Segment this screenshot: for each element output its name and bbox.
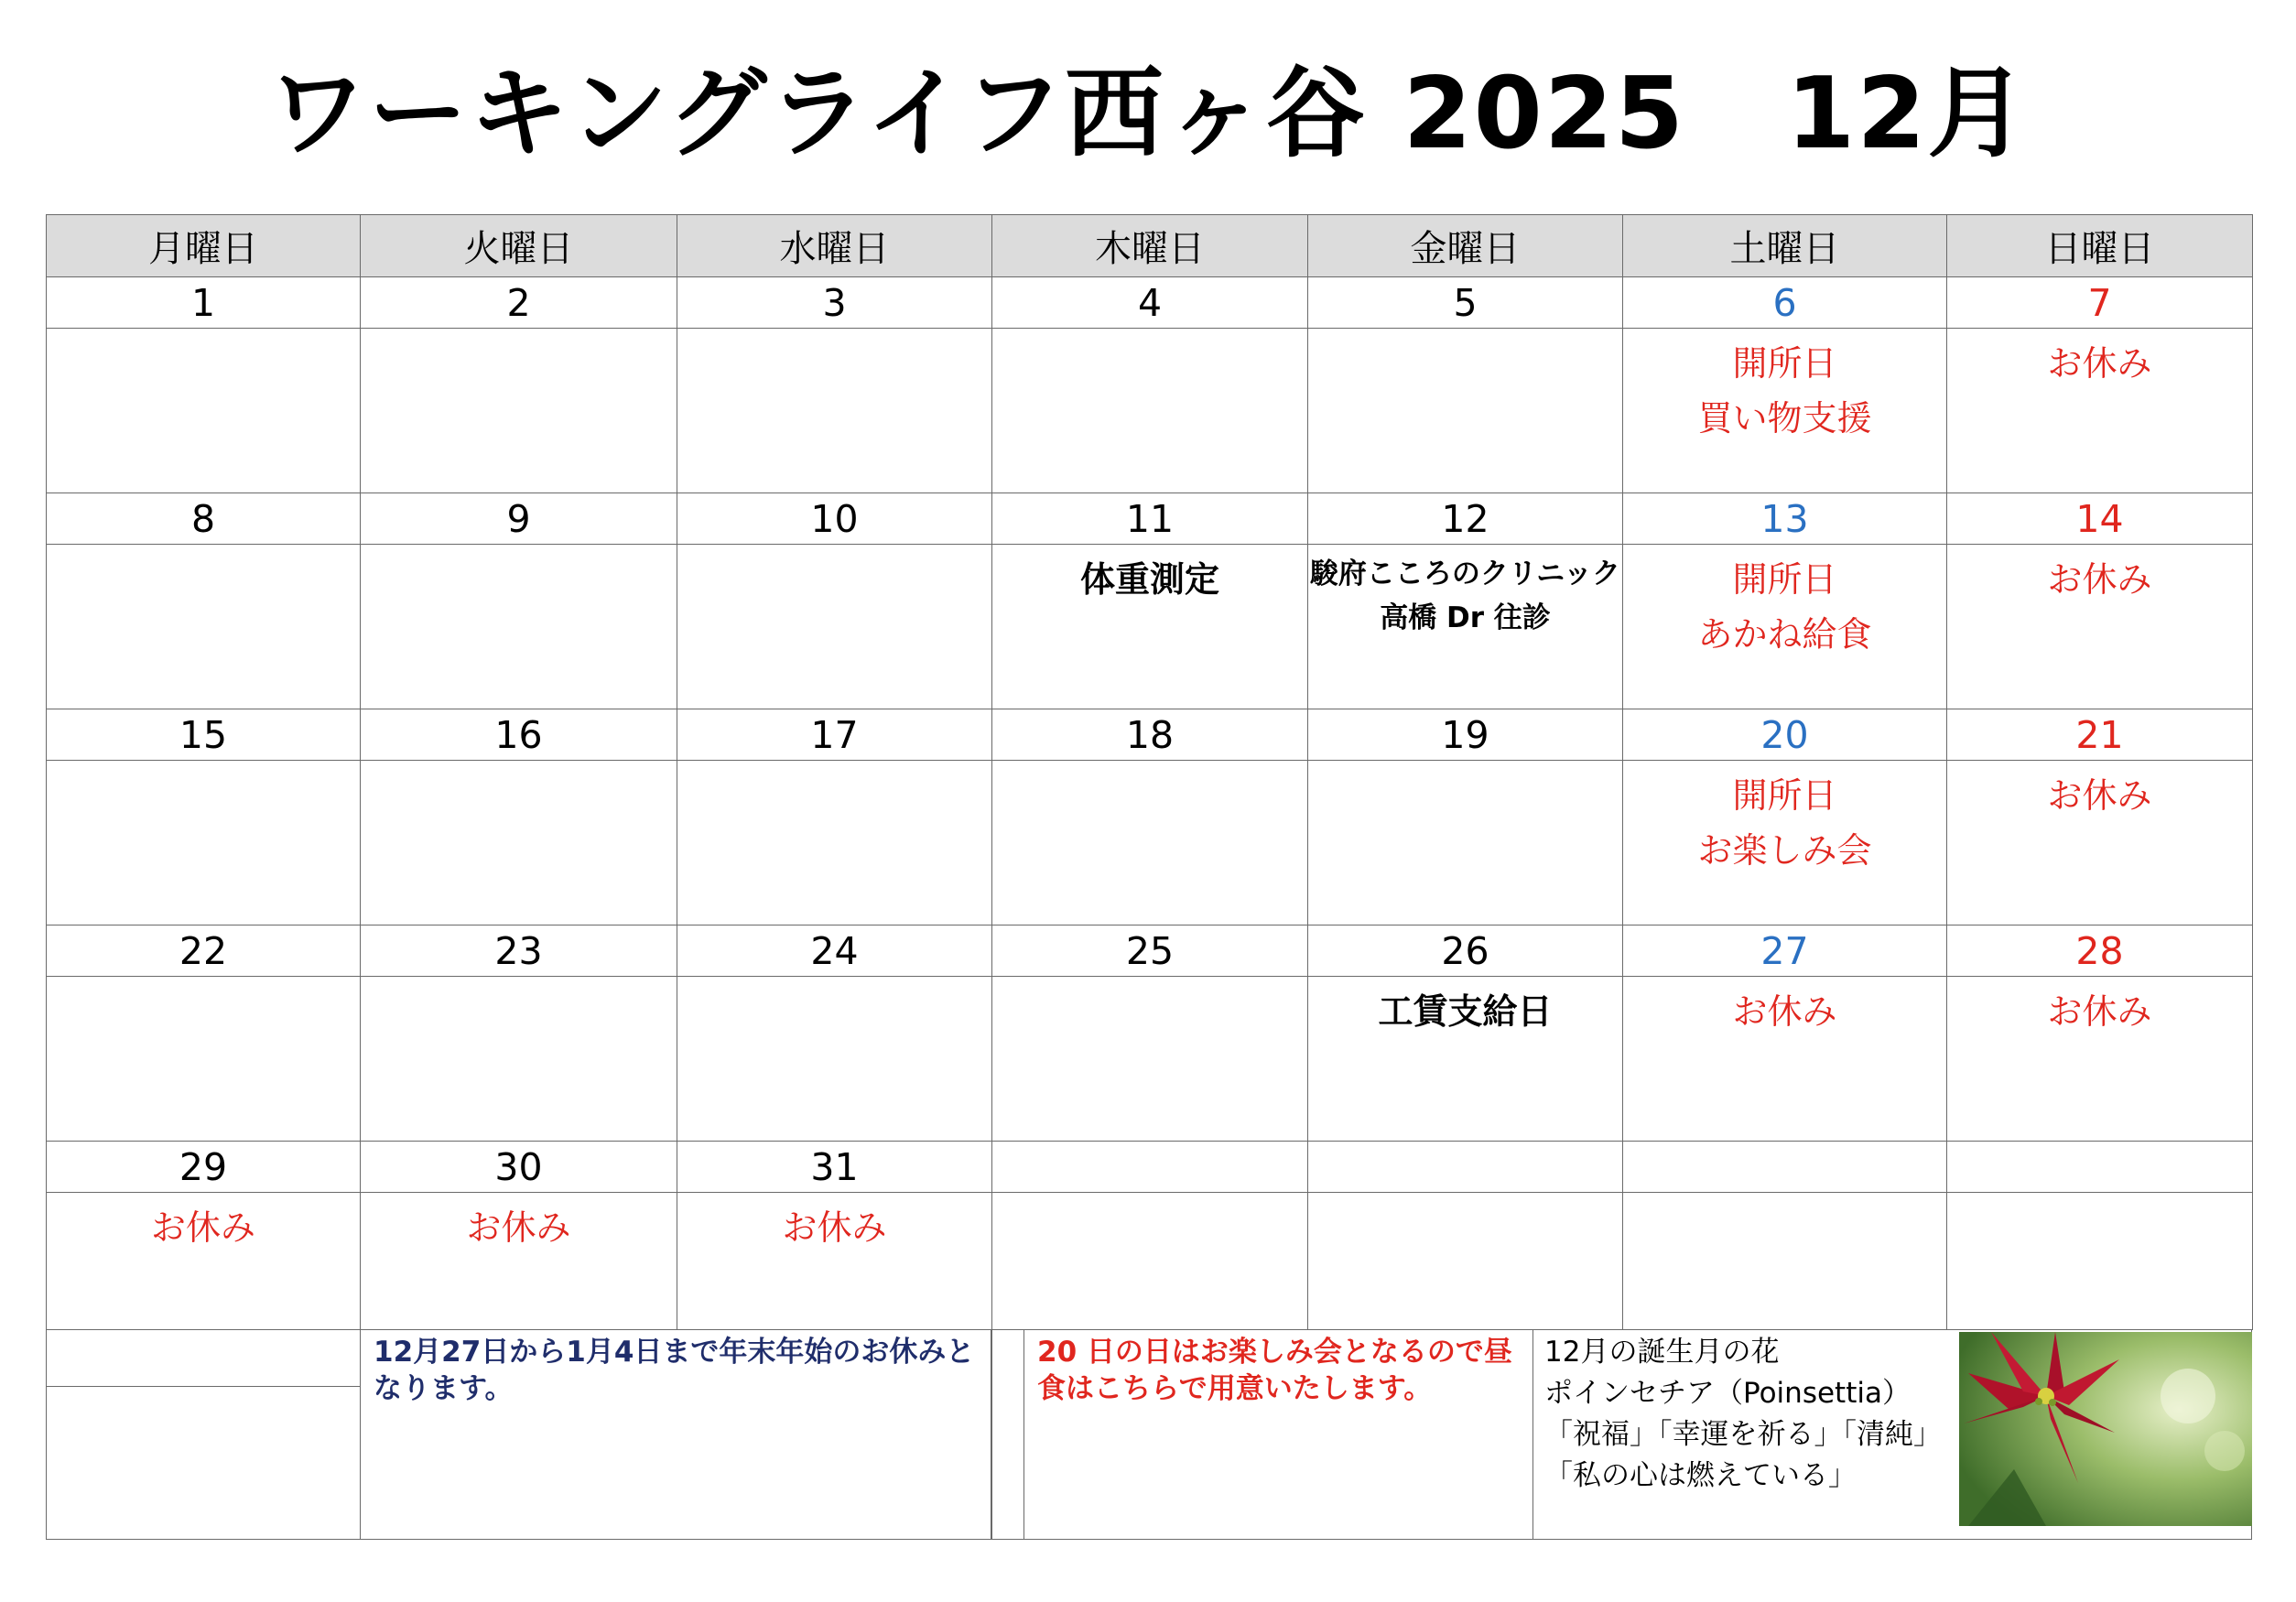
- day-cell: [360, 328, 677, 493]
- year-end-notice: 12月27日から1月4日まで年末年始のお休みとなります。: [360, 1329, 991, 1540]
- day-cell: [360, 544, 677, 709]
- day-number: 21: [1946, 709, 2253, 761]
- day-event: 開所日: [1732, 775, 1837, 816]
- day-event: お休み: [782, 1207, 887, 1248]
- day-number: [1307, 1141, 1623, 1193]
- day-cell: [991, 760, 1308, 925]
- day-cell: [1946, 760, 2253, 925]
- day-number: 31: [677, 1141, 992, 1193]
- day-number: 10: [677, 493, 992, 545]
- day-number: 18: [991, 709, 1308, 761]
- day-cell: [1307, 976, 1623, 1142]
- day-cell: [991, 976, 1308, 1142]
- day-number: 5: [1307, 276, 1623, 329]
- day-cell: [1307, 544, 1623, 709]
- day-event: お休み: [2047, 991, 2152, 1032]
- weekday-header: 水曜日: [677, 214, 992, 277]
- day-cell: [360, 760, 677, 925]
- day-number: 19: [1307, 709, 1623, 761]
- flower-flower-heading: 12月の誕生月の花: [1544, 1336, 1780, 1369]
- day-number: 24: [677, 925, 992, 977]
- day-number: 2: [360, 276, 677, 329]
- day-number: 3: [677, 276, 992, 329]
- flower-flower-name: ポインセチア（Poinsettia）: [1544, 1377, 1911, 1410]
- poinsettia-photo: [1959, 1332, 2252, 1526]
- day-cell: [46, 976, 361, 1142]
- day-cell: [360, 1192, 677, 1330]
- day-number: 26: [1307, 925, 1623, 977]
- day-number: 13: [1622, 493, 1947, 545]
- flower-flower-meaning-1: 「祝福」「幸運を祈る」「清純」: [1544, 1418, 1942, 1451]
- empty-cell: [46, 1386, 361, 1540]
- day-number: 9: [360, 493, 677, 545]
- day-number: 16: [360, 709, 677, 761]
- lunch-notice: 20 日の日はお楽しみ会となるので昼食はこちらで用意いたします。: [1023, 1329, 1533, 1540]
- day-cell: [1307, 328, 1623, 493]
- day-event: お休み: [2047, 559, 2152, 600]
- day-number: 22: [46, 925, 361, 977]
- weekday-header: 月曜日: [46, 214, 361, 277]
- day-number: 12: [1307, 493, 1623, 545]
- day-cell: [46, 544, 361, 709]
- day-cell: [1946, 1192, 2253, 1330]
- calendar-grid: [46, 214, 2252, 1540]
- day-number: 23: [360, 925, 677, 977]
- page-title: ワーキングライフ西ヶ谷 2025 12月: [267, 57, 2029, 171]
- day-event: お楽しみ会: [1697, 830, 1872, 871]
- day-event: お休み: [466, 1207, 571, 1248]
- day-number: 11: [991, 493, 1308, 545]
- empty-cell: [991, 1329, 1024, 1540]
- day-cell: [1622, 544, 1947, 709]
- day-event: お休み: [2047, 343, 2152, 384]
- day-event: あかね給食: [1697, 614, 1872, 655]
- day-number: 6: [1622, 276, 1947, 329]
- weekday-header: 日曜日: [1946, 214, 2253, 277]
- day-event: 開所日: [1732, 559, 1837, 600]
- day-cell: [991, 544, 1308, 709]
- weekday-header: 土曜日: [1622, 214, 1947, 277]
- day-cell: [1307, 1192, 1623, 1330]
- day-number: 25: [991, 925, 1308, 977]
- day-cell: [1622, 328, 1947, 493]
- day-cell: [1622, 760, 1947, 925]
- day-cell: [991, 1192, 1308, 1330]
- day-cell: [1946, 544, 2253, 709]
- day-number: 20: [1622, 709, 1947, 761]
- day-number: 14: [1946, 493, 2253, 545]
- day-number: 30: [360, 1141, 677, 1193]
- day-event: 工賃支給日: [1378, 991, 1553, 1032]
- day-cell: [677, 544, 992, 709]
- empty-cell: [46, 1329, 361, 1387]
- day-cell: [677, 760, 992, 925]
- day-event: 駿府こころのクリニック: [1309, 557, 1621, 590]
- day-event: 開所日: [1732, 343, 1837, 384]
- day-cell: [677, 328, 992, 493]
- day-number: [1622, 1141, 1947, 1193]
- weekday-header: 木曜日: [991, 214, 1308, 277]
- day-cell: [46, 1192, 361, 1330]
- day-event: 買い物支援: [1697, 398, 1872, 438]
- day-number: 27: [1622, 925, 1947, 977]
- day-cell: [1307, 760, 1623, 925]
- day-cell: [677, 976, 992, 1142]
- day-number: [991, 1141, 1308, 1193]
- day-cell: [46, 760, 361, 925]
- day-cell: [1622, 1192, 1947, 1330]
- day-event: 体重測定: [1079, 559, 1219, 600]
- day-number: [1946, 1141, 2253, 1193]
- weekday-header: 火曜日: [360, 214, 677, 277]
- day-number: 28: [1946, 925, 2253, 977]
- day-number: 1: [46, 276, 361, 329]
- day-number: 7: [1946, 276, 2253, 329]
- day-event: お休み: [2047, 775, 2152, 816]
- day-cell: [1946, 976, 2253, 1142]
- weekday-header: 金曜日: [1307, 214, 1623, 277]
- day-number: 15: [46, 709, 361, 761]
- day-cell: [1946, 328, 2253, 493]
- day-number: 4: [991, 276, 1308, 329]
- day-cell: [677, 1192, 992, 1330]
- day-number: 8: [46, 493, 361, 545]
- day-number: 29: [46, 1141, 361, 1193]
- day-cell: [360, 976, 677, 1142]
- day-cell: [991, 328, 1308, 493]
- flower-flower-meaning-2: 「私の心は燃えている」: [1544, 1459, 1857, 1492]
- day-event: お休み: [150, 1207, 255, 1248]
- day-cell: [46, 328, 361, 493]
- day-cell: [1622, 976, 1947, 1142]
- day-number: 17: [677, 709, 992, 761]
- day-event: お休み: [1732, 991, 1837, 1032]
- day-event: 高橋 Dr 往診: [1380, 601, 1551, 634]
